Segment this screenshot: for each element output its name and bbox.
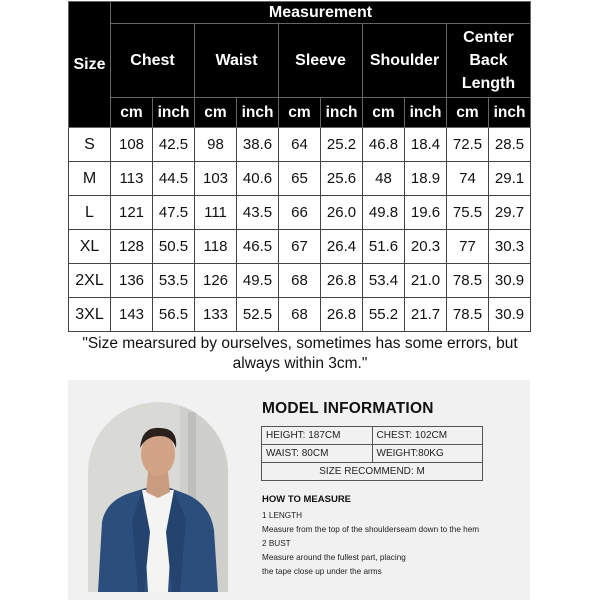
model-weight: WEIGHT:80KG bbox=[372, 445, 483, 463]
measurement-cell: 75.5 bbox=[447, 196, 489, 230]
measurement-cell: 20.3 bbox=[405, 230, 447, 264]
measurement-header: Measurement bbox=[111, 2, 531, 24]
center-back-length-line: Back bbox=[469, 52, 508, 69]
size-label: L bbox=[69, 196, 111, 230]
measurement-cell: 65 bbox=[279, 162, 321, 196]
measure-length-text: Measure from the top of the shoulderseam down to the hem bbox=[262, 525, 480, 534]
measurement-cell: 133 bbox=[195, 298, 237, 332]
unit-cm: cm bbox=[195, 98, 237, 128]
measurement-cell: 77 bbox=[447, 230, 489, 264]
model-photo bbox=[88, 402, 228, 592]
unit-cm: cm bbox=[363, 98, 405, 128]
measurement-cell: 26.8 bbox=[321, 298, 363, 332]
measurement-cell: 51.6 bbox=[363, 230, 405, 264]
waist-header: Waist bbox=[195, 24, 279, 98]
measurement-cell: 64 bbox=[279, 128, 321, 162]
sleeve-header: Sleeve bbox=[279, 24, 363, 98]
measurement-cell: 78.5 bbox=[447, 298, 489, 332]
measurement-cell: 30.3 bbox=[489, 230, 531, 264]
measurement-cell: 126 bbox=[195, 264, 237, 298]
measurement-cell: 19.6 bbox=[405, 196, 447, 230]
unit-cm: cm bbox=[447, 98, 489, 128]
unit-inch: inch bbox=[237, 98, 279, 128]
measurement-cell: 52.5 bbox=[237, 298, 279, 332]
unit-inch: inch bbox=[321, 98, 363, 128]
measurement-cell: 68 bbox=[279, 264, 321, 298]
measurement-cell: 66 bbox=[279, 196, 321, 230]
measurement-cell: 28.5 bbox=[489, 128, 531, 162]
size-row bbox=[69, 264, 531, 298]
model-information-panel bbox=[68, 380, 530, 600]
size-disclaimer-note: "Size mearsured by ourselves, sometimes has some errors, but always within 3cm." bbox=[82, 335, 518, 372]
measurement-cell: 38.6 bbox=[237, 128, 279, 162]
shoulder-header: Shoulder bbox=[363, 24, 447, 98]
measurement-cell: 25.6 bbox=[321, 162, 363, 196]
size-label: M bbox=[69, 162, 111, 196]
measurement-cell: 68 bbox=[279, 298, 321, 332]
measurement-cell: 72.5 bbox=[447, 128, 489, 162]
measurement-cell: 53.5 bbox=[153, 264, 195, 298]
unit-cm: cm bbox=[111, 98, 153, 128]
measurement-cell: 136 bbox=[111, 264, 153, 298]
measurement-cell: 121 bbox=[111, 196, 153, 230]
measurement-cell: 21.0 bbox=[405, 264, 447, 298]
measurement-cell: 55.2 bbox=[363, 298, 405, 332]
measurement-cell: 26.4 bbox=[321, 230, 363, 264]
measure-bust-text: Measure around the fullest part, placing bbox=[262, 553, 406, 562]
model-chest: CHEST: 102CM bbox=[372, 427, 483, 445]
measurement-cell: 74 bbox=[447, 162, 489, 196]
model-height: HEIGHT: 187CM bbox=[262, 427, 373, 445]
model-info-table bbox=[261, 426, 483, 481]
measurement-cell: 29.1 bbox=[489, 162, 531, 196]
measurement-cell: 26.0 bbox=[321, 196, 363, 230]
measurement-cell: 30.9 bbox=[489, 298, 531, 332]
measurement-cell: 25.2 bbox=[321, 128, 363, 162]
size-label: S bbox=[69, 128, 111, 162]
measurement-cell: 48 bbox=[363, 162, 405, 196]
measurement-cell: 111 bbox=[195, 196, 237, 230]
measurement-cell: 18.9 bbox=[405, 162, 447, 196]
unit-inch: inch bbox=[153, 98, 195, 128]
measurement-cell: 44.5 bbox=[153, 162, 195, 196]
measurement-cell: 49.8 bbox=[363, 196, 405, 230]
chest-header: Chest bbox=[111, 24, 195, 98]
size-label: 3XL bbox=[69, 298, 111, 332]
measurement-cell: 46.5 bbox=[237, 230, 279, 264]
size-row bbox=[69, 162, 531, 196]
measurement-cell: 21.7 bbox=[405, 298, 447, 332]
model-waist: WAIST: 80CM bbox=[262, 445, 373, 463]
measurement-cell: 128 bbox=[111, 230, 153, 264]
size-label: 2XL bbox=[69, 264, 111, 298]
measurement-cell: 43.5 bbox=[237, 196, 279, 230]
measurement-cell: 53.4 bbox=[363, 264, 405, 298]
measurement-cell: 47.5 bbox=[153, 196, 195, 230]
size-chart-table bbox=[68, 1, 531, 332]
size-row bbox=[69, 128, 531, 162]
size-row bbox=[69, 230, 531, 264]
measurement-cell: 18.4 bbox=[405, 128, 447, 162]
unit-inch: inch bbox=[405, 98, 447, 128]
measurement-cell: 67 bbox=[279, 230, 321, 264]
measurement-cell: 40.6 bbox=[237, 162, 279, 196]
measurement-cell: 108 bbox=[111, 128, 153, 162]
measurement-cell: 78.5 bbox=[447, 264, 489, 298]
center-back-length-header bbox=[447, 24, 531, 98]
size-column-header: Size bbox=[69, 2, 111, 128]
measurement-cell: 50.5 bbox=[153, 230, 195, 264]
size-row bbox=[69, 196, 531, 230]
how-to-measure-title: HOW TO MEASURE bbox=[262, 494, 352, 505]
size-label: XL bbox=[69, 230, 111, 264]
measurement-cell: 143 bbox=[111, 298, 153, 332]
measurement-cell: 118 bbox=[195, 230, 237, 264]
measurement-cell: 42.5 bbox=[153, 128, 195, 162]
center-back-length-line: Length bbox=[461, 75, 516, 92]
measure-length-title: 1 LENGTH bbox=[262, 511, 303, 520]
measure-bust-title: 2 BUST bbox=[262, 539, 291, 548]
measurement-cell: 29.7 bbox=[489, 196, 531, 230]
measurement-cell: 103 bbox=[195, 162, 237, 196]
measurement-cell: 113 bbox=[111, 162, 153, 196]
unit-cm: cm bbox=[279, 98, 321, 128]
measurement-cell: 46.8 bbox=[363, 128, 405, 162]
measurement-cell: 30.9 bbox=[489, 264, 531, 298]
size-row bbox=[69, 298, 531, 332]
measurement-cell: 56.5 bbox=[153, 298, 195, 332]
measurement-cell: 26.8 bbox=[321, 264, 363, 298]
model-information-title: MODEL INFORMATION bbox=[262, 400, 434, 417]
model-size-recommend: SIZE RECOMMEND: M bbox=[262, 463, 483, 481]
unit-inch: inch bbox=[489, 98, 531, 128]
measurement-cell: 49.5 bbox=[237, 264, 279, 298]
measure-bust-text: the tape close up under the arms bbox=[262, 567, 382, 576]
measurement-cell: 98 bbox=[195, 128, 237, 162]
center-back-length-line: Center bbox=[463, 29, 514, 46]
